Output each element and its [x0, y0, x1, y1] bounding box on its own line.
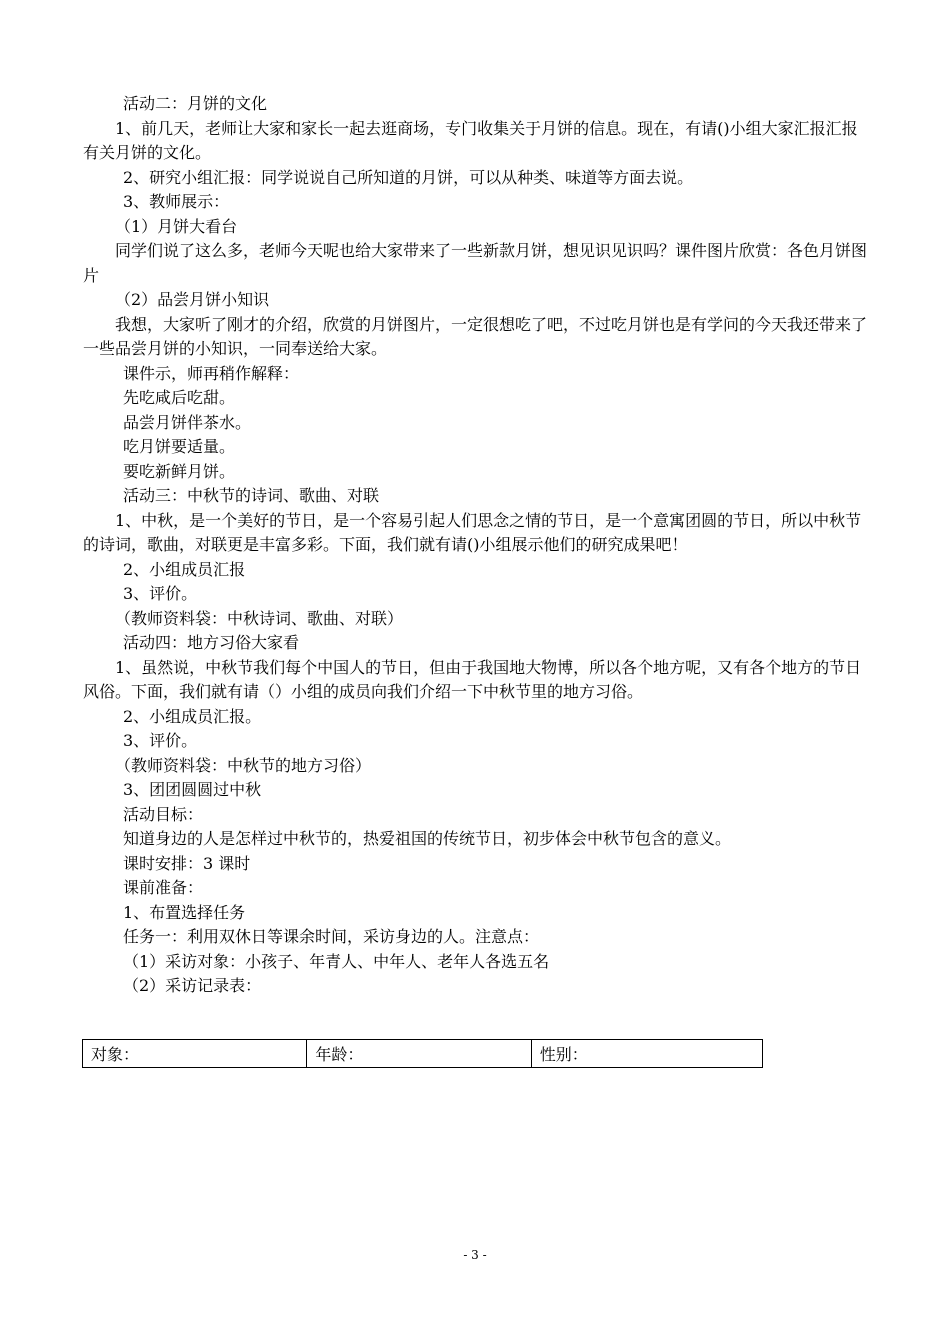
section-heading: 3、团团圆圆过中秋: [123, 780, 262, 799]
activity-2-heading: 活动二：月饼的文化: [123, 94, 268, 113]
paragraph: （2）采访记录表：: [123, 976, 262, 995]
paragraph: 1、布置选择任务: [123, 902, 246, 922]
sub-heading: （2）品尝月饼小知识: [115, 290, 270, 309]
paragraph: 2、小组成员汇报: [123, 559, 246, 579]
document-body: [83, 92, 868, 999]
paragraph: 2、研究小组汇报：同学说说自己所知道的月饼，可以从种类、味道等方面去说。: [123, 167, 694, 187]
list-item: 吃月饼要适量。: [123, 437, 236, 456]
paragraph: （教师资料袋：中秋节的地方习俗）: [115, 755, 372, 775]
table-cell-gender: 性别：: [531, 1040, 762, 1068]
paragraph: 1、前几天，老师让大家和家长一起去逛商场，专门收集关于月饼的信息。现在，有请()小组大家汇报汇报有关月饼的文化。: [83, 118, 858, 162]
table-cell-age: 年龄：: [307, 1040, 531, 1068]
paragraph: 我想，大家听了刚才的介绍，欣赏的月饼图片，一定很想吃了吧，不过吃月饼也是有学问的今天我还带来了一些品尝月饼的小知识，一同奉送给大家。: [83, 314, 868, 358]
paragraph: 1、中秋，是一个美好的节日，是一个容易引起人们思念之情的节日，是一个意寓团圆的节日，所以中秋节的诗词，歌曲，对联更是丰富多彩。下面，我们就有请()小组展示他们的研究成果吧！: [83, 510, 862, 554]
list-item: 先吃咸后吃甜。: [123, 388, 236, 407]
paragraph: 课前准备：: [123, 878, 204, 897]
paragraph: 任务一：利用双休日等课余时间，采访身边的人。注意点：: [123, 927, 540, 946]
paragraph: 3、评价。: [123, 584, 198, 603]
paragraph: 活动目标：: [123, 804, 204, 824]
paragraph: （教师资料袋：中秋诗词、歌曲、对联）: [115, 608, 404, 628]
paragraph: 同学们说了这么多，老师今天呢也给大家带来了一些新款月饼，想见识见识吗？课件图片欣赏：各色月饼图片: [83, 241, 868, 285]
list-item: 品尝月饼伴茶水。: [123, 412, 252, 432]
sub-heading: （1）月饼大看台: [115, 216, 238, 236]
paragraph: 3、评价。: [123, 731, 198, 750]
paragraph: （1）采访对象：小孩子、年青人、中年人、老年人各选五名: [123, 951, 550, 971]
activity-4-heading: 活动四：地方习俗大家看: [123, 633, 300, 652]
paragraph: 1、虽然说，中秋节我们每个中国人的节日，但由于我国地大物博，所以各个地方呢，又有各个地方的节日风俗。下面，我们就有请（）小组的成员向我们介绍一下中秋节里的地方习俗。: [83, 657, 862, 701]
paragraph: 课件示，师再稍作解释：: [123, 363, 300, 383]
table-cell-subject: 对象：: [83, 1040, 307, 1068]
paragraph: 2、小组成员汇报。: [123, 706, 262, 726]
paragraph: 知道身边的人是怎样过中秋节的，热爱祖国的传统节日，初步体会中秋节包含的意义。: [123, 829, 732, 848]
activity-3-heading: 活动三：中秋节的诗词、歌曲、对联: [123, 486, 380, 505]
page-number: - 3 -: [463, 1248, 487, 1262]
list-item: 要吃新鲜月饼。: [123, 461, 236, 481]
paragraph: 3、教师展示：: [123, 192, 230, 211]
table-row: [83, 1040, 763, 1068]
paragraph: 课时安排：3 课时: [123, 853, 251, 873]
interview-record-table: [82, 1039, 763, 1068]
